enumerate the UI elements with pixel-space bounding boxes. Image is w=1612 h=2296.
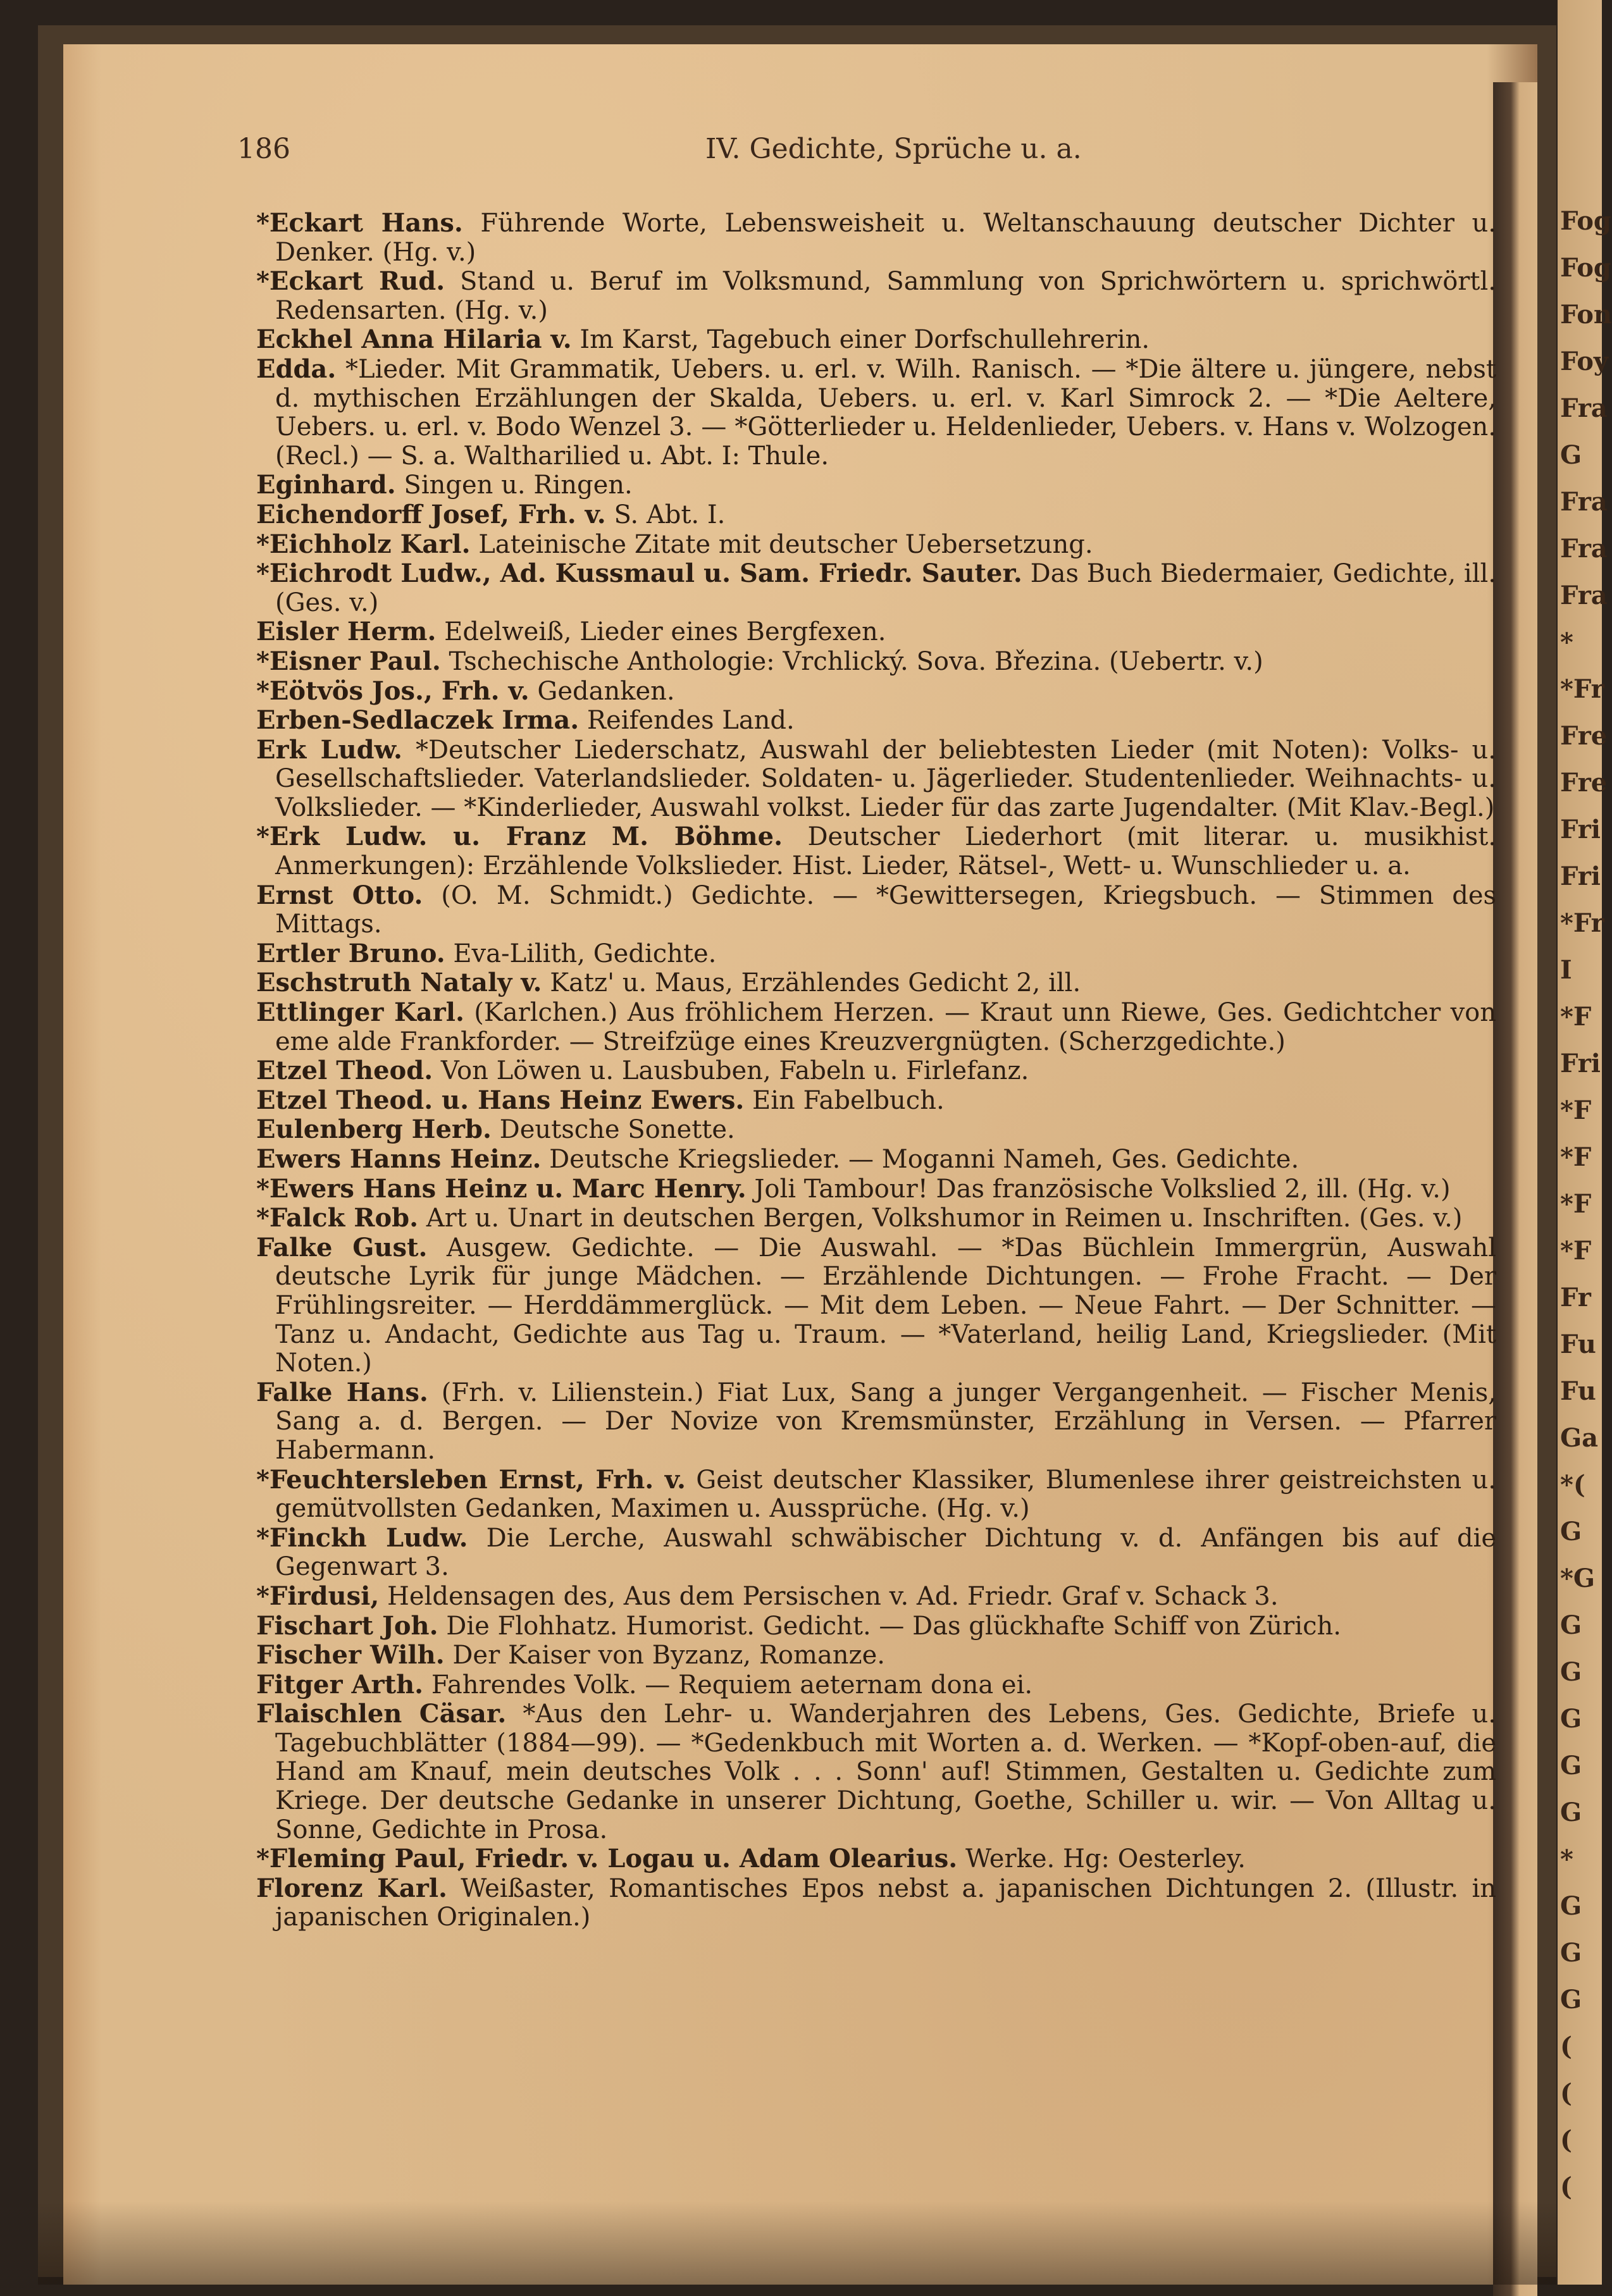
bibliography-entry [256, 822, 1496, 880]
bibliography-entry [256, 1582, 1496, 1612]
entry-author: Ernst Otto. [256, 880, 423, 910]
entry-text: Gedanken. [537, 676, 675, 706]
section-title: IV. Gedichte, Sprüche u. a. [705, 133, 1082, 165]
entry-author: *Eckart Rud. [256, 266, 445, 297]
neighbor-page-fragment: G [1560, 1751, 1582, 1781]
entry-author: Falke Gust. [256, 1232, 428, 1262]
neighbor-page-fragment: * [1560, 627, 1573, 657]
entry-text: Werke. Hg: Oesterley. [965, 1844, 1246, 1874]
entry-author: Fischart Joh. [256, 1610, 438, 1641]
entry-text: Heldensagen des, Aus dem Persischen v. Ad. Friedr. Graf v. Schack 3. [387, 1581, 1279, 1611]
bibliography-entry [256, 1233, 1496, 1378]
neighbor-page-fragment: *F [1560, 1189, 1592, 1219]
entry-text: Joli Tambour! Das französische Volkslied 2, ill. (Hg. v.) [754, 1174, 1451, 1204]
neighbor-page-fragment: *F [1560, 1002, 1592, 1032]
entry-author: Eckhel Anna Hilaria v. [256, 324, 572, 355]
neighbor-page-fragment: ( [1560, 2172, 1572, 2202]
entry-text: (Frh. v. Lilienstein.) Fiat Lux, Sang a junger Vergangenheit. — Fischer Menis, Sang a. d. Bergen. — Der Novize von Kremsmünster, Erzählung in Versen. — Pfarrer Habermann. [275, 1378, 1497, 1465]
bibliography-entry [256, 1056, 1496, 1086]
entry-text: Von Löwen u. Lausbuben, Fabeln u. Firlefanz. [440, 1056, 1029, 1086]
entry-text: *Deutscher Liederschatz, Auswahl der beliebtesten Lieder (mit Noten): Volks- u. Gesellschaftslieder. Vaterlandslieder. Soldaten- u. Jägerlieder. Studentenlieder. Weihnachts- u. Volkslieder. — *Kinderlieder, Auswahl volkst. Lieder für das zarte Jugendalter. (Mit Klav.-Begl.) [275, 735, 1496, 822]
neighbor-page-fragment: G [1560, 1938, 1582, 1968]
entry-author: Ertler Bruno. [256, 938, 445, 968]
entry-text: (O. M. Schmidt.) Gedichte. — *Gewittersegen, Kriegsbuch. — Stimmen des Mittags. [275, 880, 1497, 939]
neighbor-page-fragment: Fri [1560, 815, 1601, 844]
entry-text: Lateinische Zitate mit deutscher Uebersetzung. [478, 529, 1093, 559]
bibliography-entry [256, 1086, 1496, 1116]
running-header [237, 133, 1490, 177]
entry-text: Geist deutscher Klassiker, Blumenlese ihrer geistreichsten u. gemütvollsten Gedanken, Maximen u. Aussprüche. (Hg. v.) [275, 1465, 1496, 1524]
entry-text: Führende Worte, Lebensweisheit u. Weltanschauung deutscher Dichter u. Denker. (Hg. v.) [275, 209, 1497, 267]
page-number: 186 [237, 133, 290, 165]
entry-author: Eisler Herm. [256, 617, 437, 647]
neighbor-page-fragment: G [1560, 1891, 1582, 1921]
neighbor-page-fragment: Fu [1560, 1330, 1596, 1359]
entry-author: Eginhard. [256, 470, 396, 500]
entry-author: Eschstruth Nataly v. [256, 968, 542, 998]
bibliography-entry [256, 1145, 1496, 1175]
entry-author: Ettlinger Karl. [256, 997, 464, 1028]
entry-text: Edelweiß, Lieder eines Bergfexen. [444, 617, 886, 647]
entry-author: *Erk Ludw. u. Franz M. Böhme. [256, 822, 783, 852]
entry-author: *Firdusi, [256, 1581, 380, 1611]
entry-author: Fitger Arth. [256, 1669, 424, 1700]
entry-text: Deutscher Liederhort (mit literar. u. musikhist. Anmerkungen): Erzählende Volkslieder. Hist. Lieder, Rätsel-, Wett- u. Wunschlieder u. a. [275, 822, 1497, 881]
neighbor-page-fragment: Ga [1560, 1423, 1599, 1453]
neighbor-page-fragment: Fra [1560, 581, 1608, 610]
bibliography-entry [256, 1524, 1496, 1582]
entry-author: *Fleming Paul, Friedr. v. Logau u. Adam Olearius. [256, 1844, 958, 1874]
entry-text: Der Kaiser von Byzanz, Romanze. [452, 1641, 886, 1670]
bibliography-entry [256, 1204, 1496, 1233]
neighbor-page-fragment: G [1560, 1985, 1582, 2015]
neighbor-page-fragment: G [1560, 1610, 1582, 1640]
bibliography-entry [256, 1378, 1496, 1466]
neighbor-page-fragment: *F [1560, 1142, 1592, 1172]
bibliography-entry [256, 1175, 1496, 1204]
neighbor-page-fragment: Fri [1560, 1049, 1601, 1078]
entry-author: Erk Ludw. [256, 734, 402, 765]
bibliography-entry [256, 267, 1496, 325]
neighbor-page-fragment: *Fr [1560, 674, 1604, 704]
neighbor-page-fragment: Fr [1560, 1283, 1591, 1312]
bibliography-entry [256, 530, 1496, 560]
bibliography-list [256, 209, 1496, 2220]
bibliography-entry [256, 500, 1496, 530]
neighbor-page-fragment: I [1560, 955, 1572, 985]
neighbor-page-fragment: * [1560, 1844, 1573, 1874]
entry-text: *Lieder. Mit Grammatik, Uebers. u. erl. v. Wilh. Ranisch. — *Die ältere u. jüngere, nebst d. mythischen Erzählungen der Skalda, Uebers. u. erl. v. Karl Simrock 2. — *Die Aeltere, Uebers. u. erl. v. Bodo Wenzel 3. — *Götterlieder u. Heldenlieder, Uebers. v. Hans v. Wolzogen. (Recl.) — S. a. Waltharilied u. Abt. I: Thule. [275, 354, 1496, 471]
entry-author: Eichendorff Josef, Frh. v. [256, 499, 606, 529]
entry-author: *Eötvös Jos., Frh. v. [256, 676, 530, 706]
entry-author: Etzel Theod. [256, 1056, 433, 1086]
entry-author: Fischer Wilh. [256, 1640, 445, 1670]
entry-author: *Eichholz Karl. [256, 529, 471, 559]
entry-text: Reifendes Land. [586, 706, 795, 736]
entry-author: *Eichrodt Ludw., Ad. Kussmaul u. Sam. Friedr. Sauter. [256, 559, 1022, 589]
neighbor-page-fragment: G [1560, 1657, 1582, 1687]
neighbor-page-fragment: Fre [1560, 721, 1608, 751]
neighbor-page-fragment: *F [1560, 1236, 1592, 1266]
bibliography-entry [256, 1612, 1496, 1641]
entry-text: Tschechische Anthologie: Vrchlický. Sova. Březina. (Uebertr. v.) [449, 646, 1263, 676]
neighbor-page-fragment: Fog [1560, 206, 1611, 236]
bibliography-entry [256, 355, 1496, 471]
entry-text: Deutsche Sonette. [499, 1115, 735, 1145]
entry-text: Die Flohhatz. Humorist. Gedicht. — Das glückhafte Schiff von Zürich. [446, 1611, 1341, 1641]
neighbor-page-fragment: ( [1560, 2078, 1572, 2108]
bibliography-entry [256, 677, 1496, 707]
entry-text: Singen u. Ringen. [404, 471, 633, 500]
entry-author: Florenz Karl. [256, 1873, 447, 1903]
neighbor-page-fragment: Fon [1560, 300, 1612, 330]
neighbor-page-fragment: G [1560, 440, 1582, 470]
neighbor-page-fragment: Fre [1560, 768, 1608, 798]
entry-text: Weißaster, Romantisches Epos nebst a. japanischen Dichtungen 2. (Illustr. in japanischen Originalen.) [275, 1873, 1496, 1932]
bibliography-entry [256, 559, 1496, 617]
neighbor-page-fragment: ( [1560, 2032, 1572, 2061]
neighbor-page-fragment: G [1560, 1517, 1582, 1546]
neighbor-page-fragment: Fu [1560, 1376, 1596, 1406]
entry-author: Erben-Sedlaczek Irma. [256, 705, 580, 736]
neighbor-page-fragment: Fra [1560, 393, 1608, 423]
neighbor-page-fragment: *F [1560, 1096, 1592, 1125]
neighbor-page-fragment: Fra [1560, 534, 1608, 564]
entry-text: S. Abt. I. [614, 500, 726, 529]
entry-text: Deutsche Kriegslieder. — Moganni Nameh, Ges. Gedichte. [549, 1145, 1299, 1174]
bibliography-entry [256, 968, 1496, 998]
neighbor-page-fragment: *G [1560, 1564, 1596, 1593]
bottom-shadow [38, 2201, 1556, 2285]
entry-text: Fahrendes Volk. — Requiem aeternam dona ei. [431, 1670, 1033, 1700]
entry-text: Die Lerche, Auswahl schwäbischer Dichtung v. d. Anfängen bis auf die Gegenwart 3. [275, 1523, 1497, 1582]
bibliography-entry [256, 209, 1496, 267]
entry-author: Edda. [256, 354, 337, 384]
bibliography-entry [256, 1874, 1496, 1932]
entry-text: Ein Fabelbuch. [752, 1085, 945, 1115]
entry-author: *Feuchtersleben Ernst, Frh. v. [256, 1464, 686, 1495]
entry-text: Das Buch Biedermaier, Gedichte, ill. (Ges. v.) [275, 559, 1497, 617]
bibliography-entry [256, 706, 1496, 736]
bibliography-entry [256, 1670, 1496, 1700]
entry-author: *Falck Rob. [256, 1203, 419, 1233]
neighbor-page-fragment: Fog [1560, 253, 1611, 283]
page-gutter-shadow [1493, 82, 1537, 2296]
entry-text: Eva-Lilith, Gedichte. [453, 939, 717, 968]
neighbor-page-edge [1558, 0, 1612, 2285]
bibliography-entry [256, 1115, 1496, 1145]
entry-author: Ewers Hanns Heinz. [256, 1144, 542, 1174]
entry-author: *Eisner Paul. [256, 646, 441, 676]
neighbor-page-fragment: *Fr [1560, 908, 1604, 938]
bibliography-entry [256, 881, 1496, 939]
neighbor-page-fragment: G [1560, 1798, 1582, 1827]
entry-author: Etzel Theod. u. Hans Heinz Ewers. [256, 1085, 745, 1115]
neighbor-page-fragment: *( [1560, 1470, 1585, 1500]
bibliography-entry [256, 736, 1496, 823]
entry-text: Ausgew. Gedichte. — Die Auswahl. — *Das Büchlein Immergrün, Auswahl deutsche Lyrik für junge Mädchen. — Erzählende Dichtungen. — Frohe Fracht. — Der Frühlingsreiter. — Herddämmerglück. — Mit dem Leben. — Neue Fahrt. — Der Schnitter. — Tanz u. Andacht, Gedichte aus Tag u. Traum. — *Vaterland, heilig Land, Kriegslieder. (Mit Noten.) [275, 1233, 1497, 1378]
entry-author: Eulenberg Herb. [256, 1114, 492, 1145]
entry-text: *Aus den Lehr- u. Wanderjahren des Lebens, Ges. Gedichte, Briefe u. Tagebuchblätter (1884—99). — *Gedenkbuch mit Worten a. d. Werken. — *Kopf-oben-auf, die Hand am Knauf, mein deutsches Volk . . . Sonn' auf! Stimmen, Gestalten u. Gedichte zum Kriege. Der deutsche Gedanke in unserer Dichtung, Goethe, Schiller u. wir. — Von Alltag u. Sonne, Gedichte in Prosa. [275, 1700, 1497, 1844]
bibliography-entry [256, 1641, 1496, 1670]
bibliography-entry [256, 617, 1496, 647]
bibliography-entry [256, 1700, 1496, 1844]
neighbor-page-fragment: ( [1560, 2125, 1572, 2155]
entry-text: (Karlchen.) Aus fröhlichem Herzen. — Kraut unn Riewe, Ges. Gedichtcher von eme alde Frankforder. — Streifzüge eines Kreuzvergnügten. (Scherzgedichte.) [275, 998, 1497, 1056]
entry-text: Im Karst, Tagebuch einer Dorfschullehrerin. [580, 325, 1150, 355]
entry-author: *Finckh Ludw. [256, 1522, 468, 1553]
entry-text: Katz' u. Maus, Erzählendes Gedicht 2, ill. [550, 968, 1081, 998]
neighbor-page-fragment: Foy [1560, 347, 1609, 376]
neighbor-page-fragment: Fra [1560, 487, 1608, 517]
neighbor-page-fragment: Fri [1560, 861, 1601, 891]
bibliography-entry [256, 939, 1496, 969]
entry-author: *Ewers Hans Heinz u. Marc Henry. [256, 1173, 747, 1204]
entry-author: *Eckart Hans. [256, 208, 463, 238]
bibliography-entry [256, 647, 1496, 677]
entry-author: Falke Hans. [256, 1377, 428, 1407]
entry-text: Art u. Unart in deutschen Bergen, Volkshumor in Reimen u. Inschriften. (Ges. v.) [426, 1204, 1463, 1233]
neighbor-page-fragment: G [1560, 1704, 1582, 1734]
entry-author: Flaischlen Cäsar. [256, 1699, 507, 1729]
bibliography-entry [256, 1844, 1496, 1874]
bibliography-entry [256, 471, 1496, 500]
bibliography-entry [256, 998, 1496, 1056]
entry-text: Stand u. Beruf im Volksmund, Sammlung von Sprichwörtern u. sprichwörtl. Redensarten. (Hg. v.) [275, 267, 1497, 325]
bibliography-entry [256, 1466, 1496, 1524]
bibliography-entry [256, 325, 1496, 355]
